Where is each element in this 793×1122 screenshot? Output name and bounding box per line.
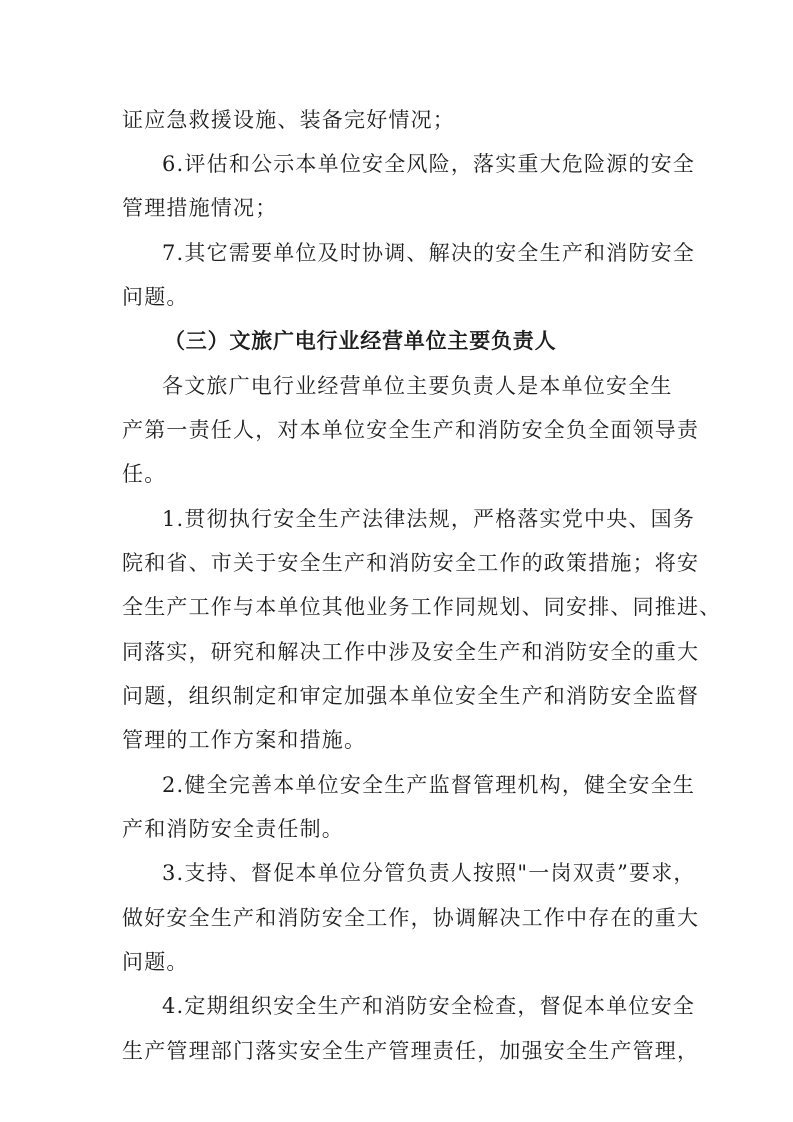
text-line: 任。 [122,462,167,486]
text-line: 院和省、市关于安全生产和消防安全工作的政策措施；将安 [122,551,700,575]
text-line: 7.其它需要单位及时协调、解决的安全生产和消防安全 [162,241,696,265]
text-line: 1.贯彻执行安全生产法律法规，严格落实党中央、国务 [162,507,696,531]
text-line: 同落实，研究和解决工作中涉及安全生产和消防安全的重大 [122,640,700,664]
text-line: 生产管理部门落实安全生产管理责任，加强安全生产管理， [122,1039,700,1063]
text-line: 管理的工作方案和措施。 [122,728,367,752]
text-line: 6.评估和公示本单位安全风险，落实重大危险源的安全 [162,152,696,176]
text-line: 问题。 [122,950,189,974]
text-line: 2.健全完善本单位安全生产监督管理机构，健全安全生 [162,773,696,797]
text-line: 3.支持、督促本单位分管负责人按照"一岗双责”要求， [162,861,696,885]
text-line: 全生产工作与本单位其他业务工作同规划、同安排、同推进、 [122,595,722,619]
text-line: 4.定期组织安全生产和消防安全检查，督促本单位安全 [162,994,696,1018]
text-line: 问题。 [122,285,189,309]
text-line: 各文旅广电行业经营单位主要负责人是本单位安全生 [162,374,673,398]
text-line: 管理措施情况； [122,196,278,220]
text-line: 做好安全生产和消防安全工作，协调解决工作中存在的重大 [122,906,700,930]
text-line: 产和消防安全责任制。 [122,817,344,841]
text-line: 产第一责任人，对本单位安全生产和消防安全负全面领导责 [122,418,700,442]
text-line: 证应急救援设施、装备完好情况； [122,108,455,132]
section-heading: （三）文旅广电行业经营单位主要负责人 [164,329,557,353]
text-line: 问题，组织制定和审定加强本单位安全生产和消防安全监督 [122,684,700,708]
